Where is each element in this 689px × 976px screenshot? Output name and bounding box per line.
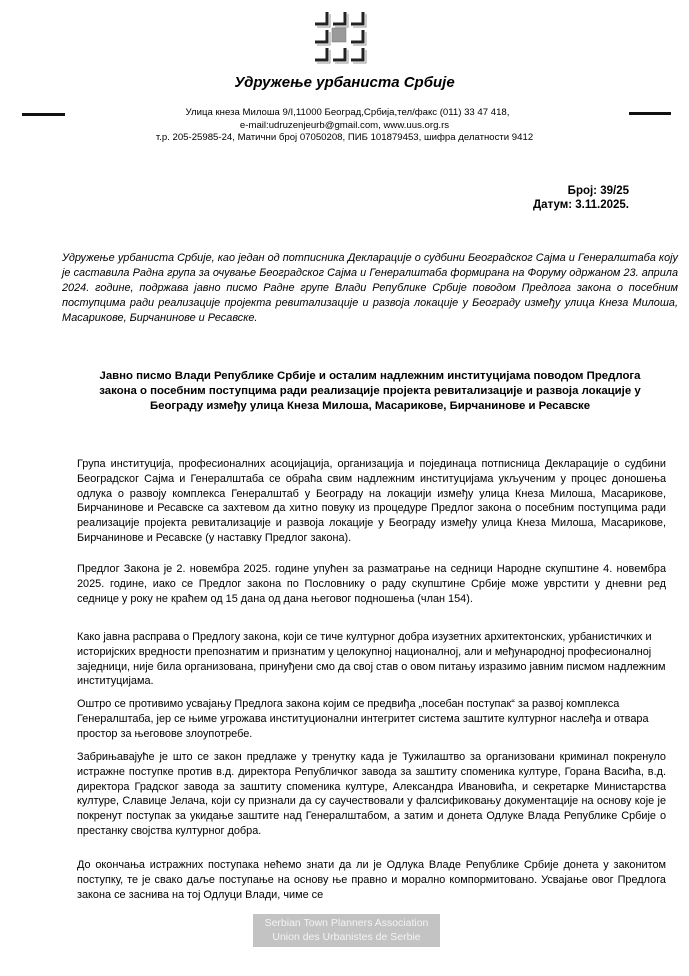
body-paragraph: Група институција, професионалних асоцијација, организација и појединаца потписница Декларације о судбини Београдског Сајма и Генералштаба се обраћа свим надлежним институцијама укљученим у процес доношења одлука о развоју комплекса Генералштаб у Београду на локацији између улица Кнеза Милоша, Масарикове, Бирчанинове и Ресавске са захтевом да хитно повуку из процедуре Предлог закона о посебним поступцима ради реализације пројекта ревитализације и развоја локације у Београду између улица Кнеза Милоша, Масарикове, Бирчанинове и Ресавске (у наставку Предлог закона). [77, 458, 666, 544]
contact-registry: т.р. 205-25985-24, Матични број 07050208, ПИБ 101879453, шифра делатности 9412 [155, 132, 534, 143]
body-paragraph: Оштро се противимо усвајању Предлога закона којим се предвиђа „посебан поступак“ за развој комплекса Генералштаба, јер се њиме угрожава институционални интегритет система заштите културног наслеђа и отвара простор за његовове злоупотребе. [77, 698, 649, 740]
body-paragraph: Забрињавајуће је што се закон предлаже у тренутку када је Тужилаштво за организовани криминал покренуло истражне поступке против в.д. директора Републичког завода за заштиту споменика културе, Горана Васића, в.д. директора Градског завода за заштиту споменика културе, Александра Ивановића, и секретарке Министарства културе, Славице Јелача, који су признали да су саучествовали у фалсификовању документације на основу које је покренут поступак за укидање заштите над Генералштабом, а затим и донета Одлуке Влада Републике Србије о престанку својства културног добра. [77, 751, 666, 837]
reference-number: Број: 39/25 [567, 185, 629, 197]
title-line: Београду између улица Кнеза Милоша, Масарикове, Бирчанинове и Ресавске [149, 400, 591, 412]
footer-line-english: Serbian Town Planners Association [264, 917, 429, 929]
title-line: закона о посебним поступцима ради реализације пројекта ревитализације и развоја локације у [99, 385, 641, 397]
title-line: Јавно писмо Влади Републике Србије и осталим надлежним институцијама поводом Предлога [99, 370, 641, 382]
footer-line-french: Union des Urbanistes de Serbie [272, 931, 421, 943]
contact-info [0, 107, 689, 145]
reference-block [533, 184, 629, 212]
body-paragraph: Како јавна расправа о Предлогу закона, који се тиче културног добра изузетних архитектонских, урбанистичких и историјских вредности препознатим и признатим у целокупној националној, али и међународној професионалној заједници, није била организована, принуђени смо да свој став о овом питању изразимо јавним писмом надлежним институцијама. [77, 631, 666, 688]
body-paragraph: Предлог Закона је 2. новембра 2025. године упућен за разматрање на седници Народне скупштине 4. новембра 2025. године, иако се Предлог закона по Пословнику о раду скупштине Србије може уврстити у дневни ред седнице у року не краћем од 15 дана од дана његовог подношења (члан 154). [77, 563, 666, 605]
contact-email-web: e-mail:udruzenjeurb@gmail.com, www.uus.org.rs [239, 119, 450, 131]
letter-title [62, 369, 678, 414]
reference-date: Датум: 3.11.2025. [532, 199, 629, 211]
organization-name: Удружење урбаниста Србије [234, 74, 455, 91]
contact-address: Улица кнеза Милоша 9/I,11000 Београд,Србија,тел/факс (011) 33 47 418, [185, 107, 510, 118]
intro-paragraph: Удружење урбаниста Србије, као један од потписника Декларације о судбини Београдског Сајма и Генералштаба коју је саставила Радна група за очување Београдског Сајма и Генералштаба формирана на Форуму одржаном 23. априла 2024. године, подржава јавно писмо Радне групе Влади Републике Србије поводом Предлога закона о посебним поступцима ради реализације пројекта ревитализације и развоја локације у Београду између улица Кнеза Милоша, Масарикове, Бирчанинове и Ресавске. [62, 252, 678, 324]
footer-organization-box [253, 914, 440, 947]
grid-squares-logo-icon [313, 10, 367, 64]
body-paragraph: До окончања истражних поступака нећемо знати да ли је Одлука Владе Републике Србије донета у законитом поступку, те је свако даље поступање на основу ње правно и морално компормитовано. Усвајање овог Предлога закона се заснива на тој Одлуци Влади, чиме се [77, 859, 666, 901]
